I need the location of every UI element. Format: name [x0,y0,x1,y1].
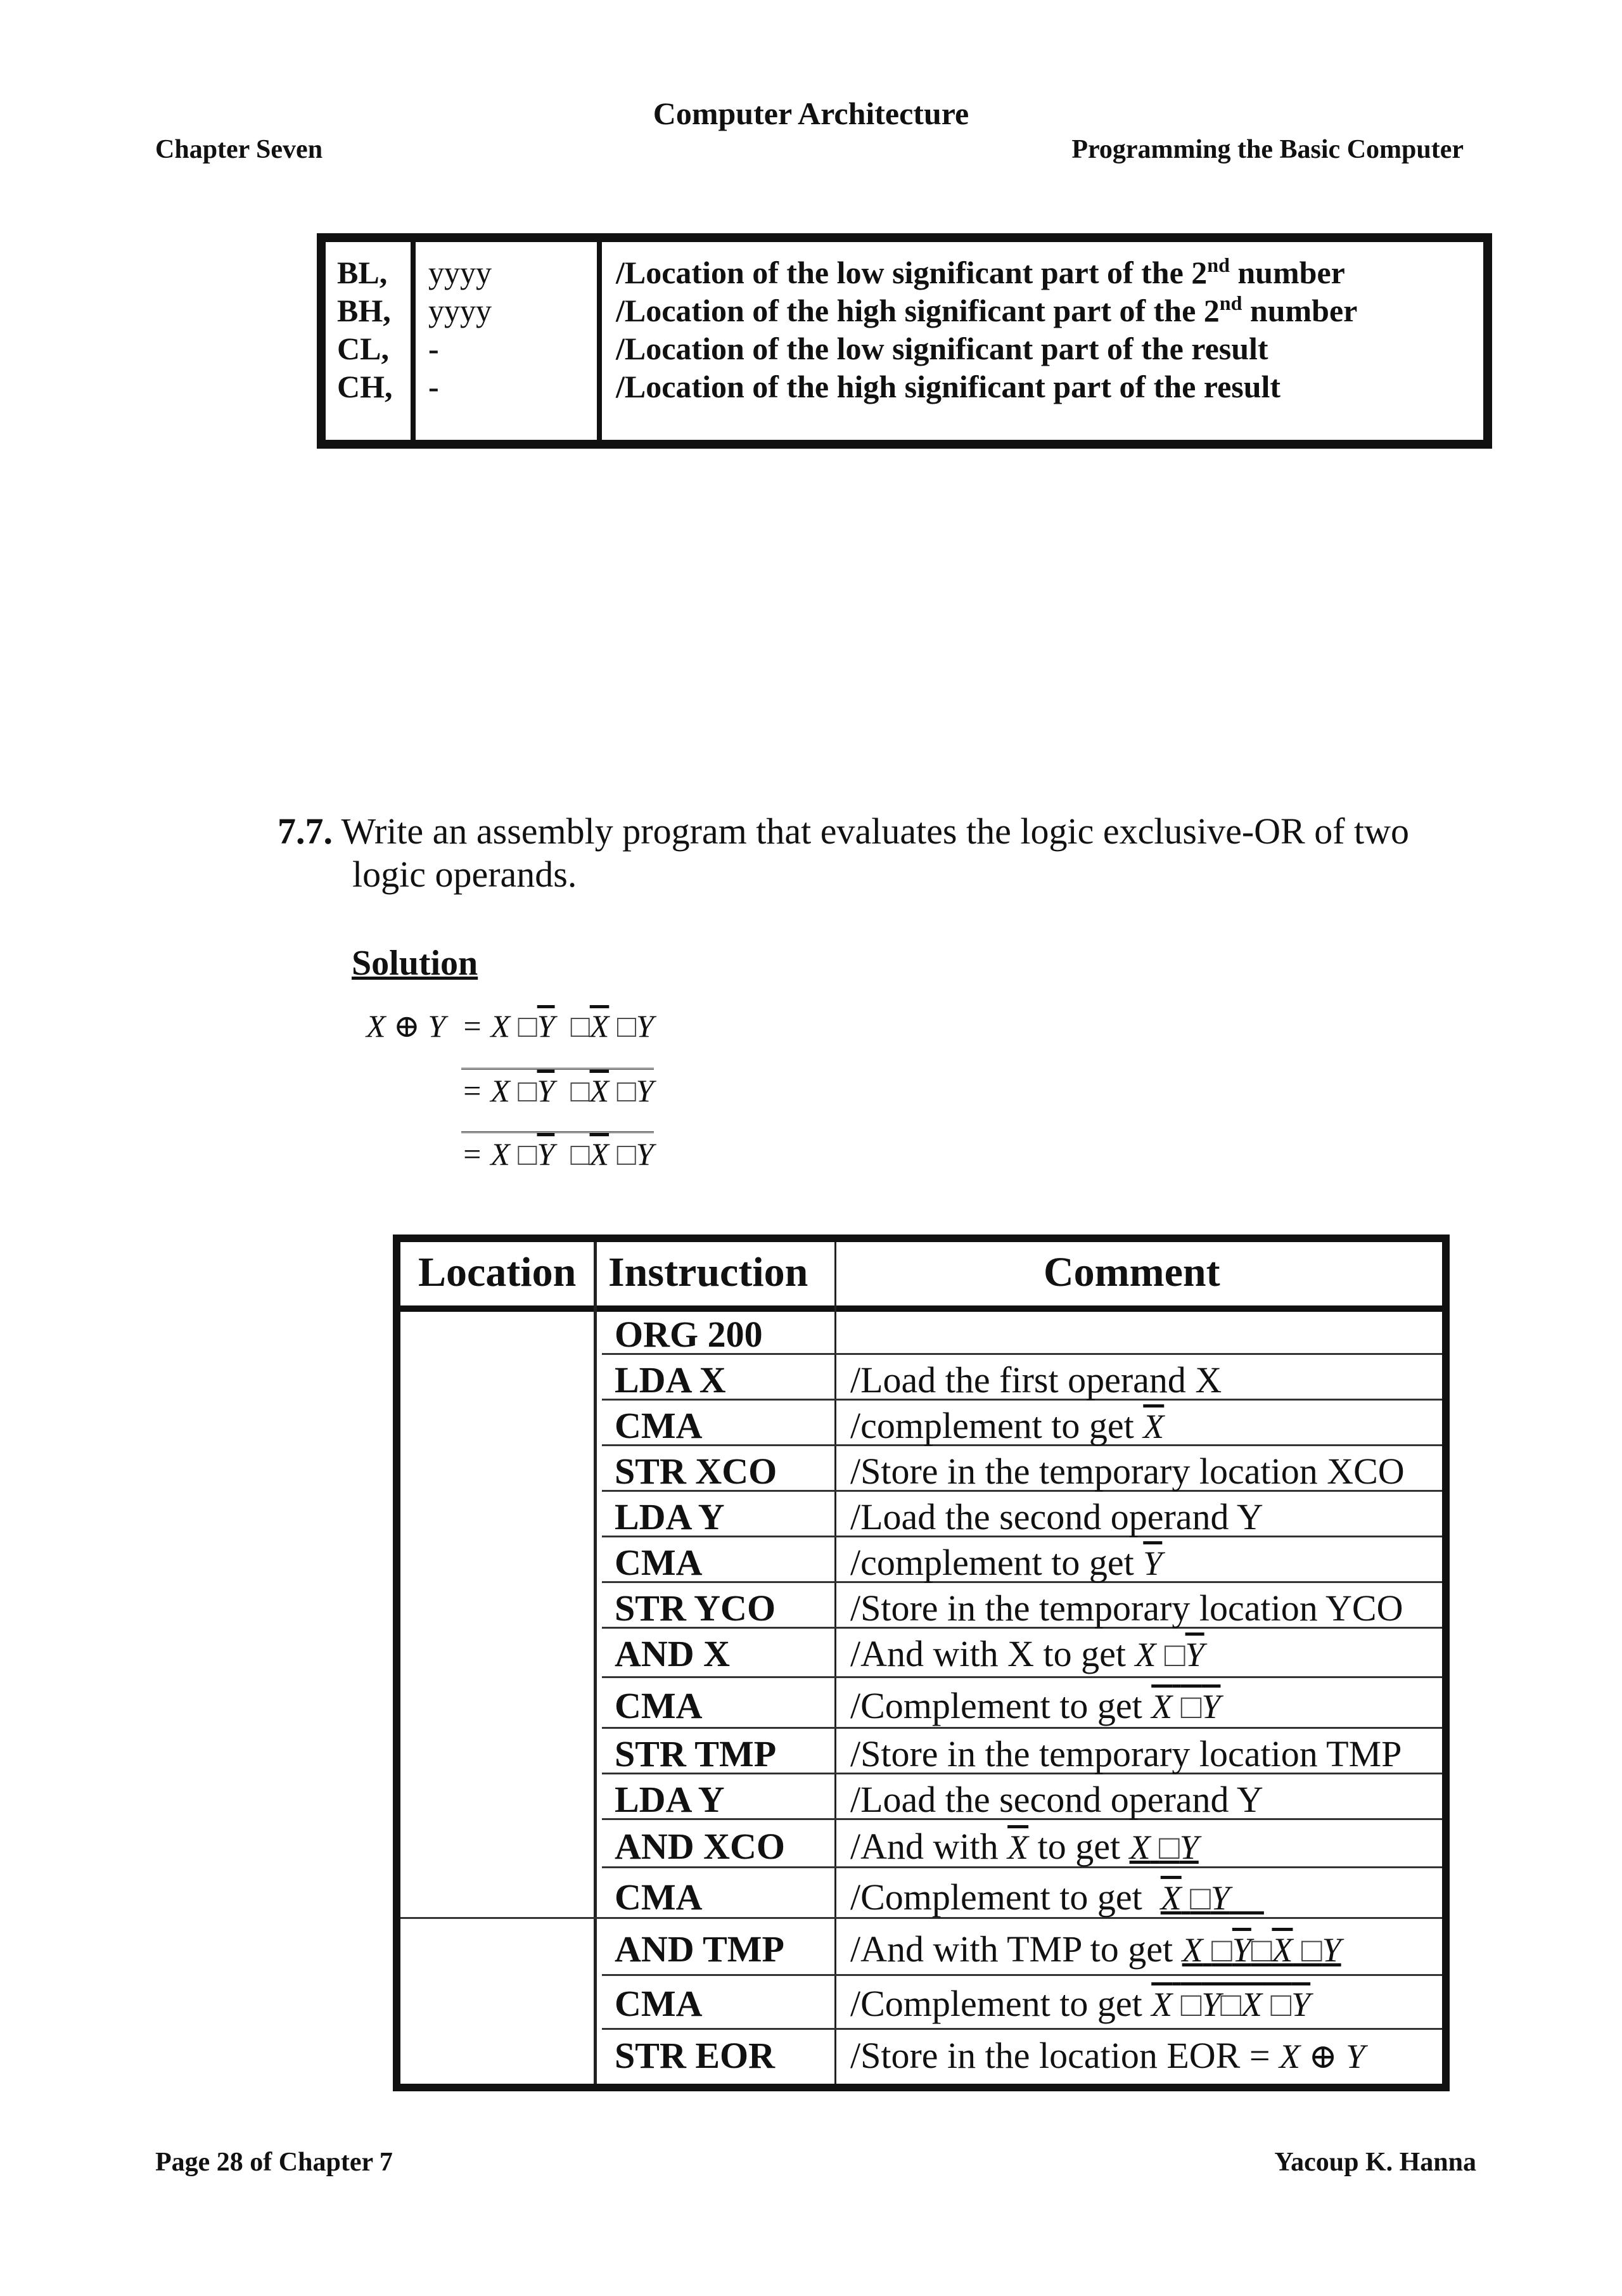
comment-cell: /Complement to get X □Y□X □Y [850,1983,1311,2024]
page-title: Computer Architecture [653,96,969,131]
instruction-cell: AND X [615,1633,731,1674]
instruction-cell: CMA [615,1876,703,1918]
comment-cell: /Load the first operand X [850,1359,1222,1401]
section-label: Programming the Basic Computer [1071,135,1464,164]
comment-cell: /complement to get $\overline{X}$ [850,1405,1165,1446]
instruction-cell: LDA Y [615,1496,725,1537]
instruction-cell: CMA [615,1983,703,2024]
instruction-cell: AND XCO [615,1826,786,1867]
comment-cell: /And with TMP to get X □Y□X □Y [850,1928,1341,1970]
instruction-cell: CMA [615,1542,703,1583]
equation-line-2: = X $□\overline{Y}$ $□\overline{X}$ □Y [461,1068,654,1109]
instruction-cell: AND TMP [615,1928,784,1970]
solution-heading: Solution [352,944,478,983]
page-number: Page 28 of Chapter 7 [155,2148,393,2177]
column-divider [597,242,602,440]
row-comment: /Location of the high significant part of the result [616,369,1281,404]
comment-cell: /Store in the temporary location TMP [850,1733,1402,1774]
instruction-cell: STR EOR [615,2035,776,2076]
instruction-cell: LDA X [615,1359,726,1401]
comment-cell: /And with $\overline{X}$ to get X □Y [850,1826,1199,1867]
comment-cell: /And with X to get X $□\overline{Y}$ [850,1633,1204,1674]
instruction-cell: LDA Y [615,1779,725,1820]
problem-statement [278,810,1481,896]
row-label: BL, [337,255,388,290]
header-location: Location [418,1249,577,1295]
author-name: Yacoup K. Hanna [1274,2148,1476,2177]
instruction-cell: STR YCO [615,1587,776,1629]
column-divider [411,242,416,440]
equation-line-1: X ⊕ Y = X $□\overline{Y}$ $□\overline{X}$ □Y [366,1008,654,1044]
memory-table [317,233,1492,449]
row-label: BH, [337,293,391,328]
instruction-cell: ORG 200 [615,1314,763,1355]
table-row [602,1727,1442,1729]
instruction-cell: STR XCO [615,1451,777,1492]
header-comment: Comment [1044,1249,1220,1295]
comment-cell: /Load the second operand Y [850,1496,1263,1537]
problem-line-1: Write an assembly program that evaluates the logic exclusive-OR of two [341,811,1410,852]
row-value: - [428,331,439,366]
row-value: yyyy [428,255,492,290]
comment-cell: /Store in the location EOR = X ⊕ Y [850,2035,1365,2076]
instruction-cell: CMA [615,1685,703,1726]
instruction-cell: STR TMP [615,1733,777,1774]
comment-cell: /Complement to get X □Y [850,1876,1230,1918]
program-table [393,1235,1450,2091]
row-comment: /Location of the low significant part of the 2nd number [616,253,1345,290]
column-divider [834,1242,836,2084]
header-instruction: Instruction [608,1249,808,1295]
instruction-cell: CMA [615,1405,703,1446]
column-divider [594,1242,597,2084]
comment-cell: /complement to get $\overline{Y}$ [850,1542,1163,1583]
comment-cell: /Complement to get X □Y [850,1685,1221,1726]
table-row [602,2028,1442,2030]
comment-cell: /Load the second operand Y [850,1779,1263,1820]
problem-line-2: logic operands. [352,854,577,895]
row-label: CH, [337,369,393,404]
row-value: - [428,369,439,404]
chapter-label: Chapter Seven [155,135,323,164]
row-comment: /Location of the high significant part of the 2nd number [616,292,1358,328]
problem-number: 7.7. [278,811,333,852]
equation-line-3: = X $□\overline{Y}$ $□\overline{X}$ □Y [461,1131,654,1172]
table-row [602,1676,1442,1678]
table-row [602,1974,1442,1976]
row-label: CL, [337,331,389,366]
comment-cell: /Store in the temporary location XCO [850,1451,1405,1492]
row-value: yyyy [428,293,492,328]
row-comment: /Location of the low significant part of the result [616,331,1268,366]
comment-cell: /Store in the temporary location YCO [850,1587,1403,1629]
table-header [400,1242,1442,1312]
